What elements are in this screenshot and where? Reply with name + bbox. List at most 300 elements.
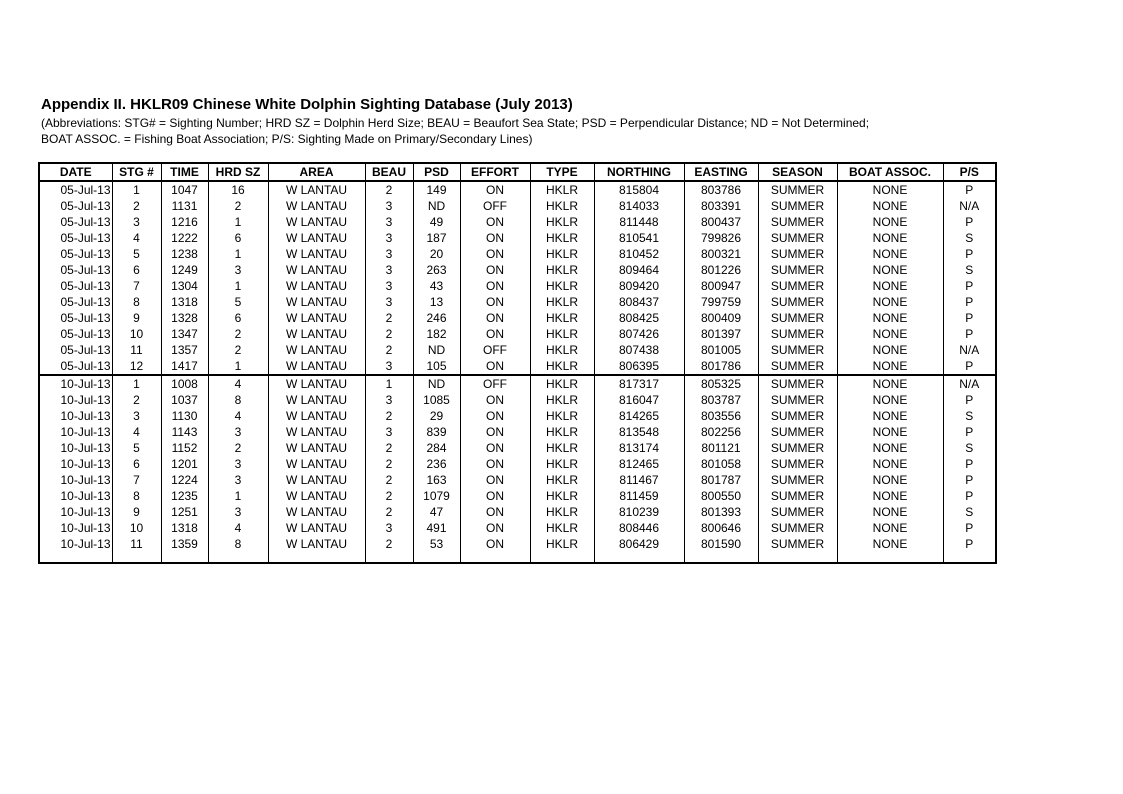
table-cell: 49 — [413, 214, 460, 230]
table-cell: 3 — [365, 278, 413, 294]
table-cell: 3 — [112, 408, 161, 424]
column-header: EFFORT — [460, 163, 530, 181]
table-cell: 1201 — [161, 456, 208, 472]
table-cell: HKLR — [530, 278, 594, 294]
table-cell: W LANTAU — [268, 246, 365, 262]
table-cell: SUMMER — [758, 214, 837, 230]
table-cell: 803786 — [684, 181, 758, 198]
table-cell: N/A — [943, 342, 996, 358]
table-cell: P — [943, 456, 996, 472]
table-row — [39, 198, 996, 214]
table-cell: 813174 — [594, 440, 684, 456]
table-cell: W LANTAU — [268, 456, 365, 472]
table-cell: 1131 — [161, 198, 208, 214]
table-cell: HKLR — [530, 262, 594, 278]
table-cell: 1222 — [161, 230, 208, 246]
table-cell: NONE — [837, 214, 943, 230]
table-cell: 801058 — [684, 456, 758, 472]
column-header: STG # — [112, 163, 161, 181]
table-cell: P — [943, 310, 996, 326]
table-cell: 1085 — [413, 392, 460, 408]
table-cell: W LANTAU — [268, 392, 365, 408]
table-cell: 4 — [208, 375, 268, 392]
table-cell: NONE — [837, 181, 943, 198]
table-cell: 6 — [112, 262, 161, 278]
table-cell: 10-Jul-13 — [39, 392, 112, 408]
table-cell: NONE — [837, 294, 943, 310]
table-cell: HKLR — [530, 408, 594, 424]
column-header: NORTHING — [594, 163, 684, 181]
table-cell: 801121 — [684, 440, 758, 456]
table-row — [39, 181, 996, 198]
table-row — [39, 488, 996, 504]
empty-cell — [268, 552, 365, 563]
table-cell: 10-Jul-13 — [39, 424, 112, 440]
table-cell: 1304 — [161, 278, 208, 294]
table-cell: 803787 — [684, 392, 758, 408]
column-header: DATE — [39, 163, 112, 181]
table-cell: HKLR — [530, 310, 594, 326]
empty-cell — [460, 552, 530, 563]
table-cell: NONE — [837, 392, 943, 408]
table-cell: 4 — [208, 520, 268, 536]
table-cell: ON — [460, 181, 530, 198]
table-cell: NONE — [837, 326, 943, 342]
empty-cell — [112, 552, 161, 563]
table-cell: 809464 — [594, 262, 684, 278]
table-cell: 812465 — [594, 456, 684, 472]
table-cell: 3 — [365, 424, 413, 440]
table-cell: W LANTAU — [268, 520, 365, 536]
table-cell: SUMMER — [758, 488, 837, 504]
table-cell: 839 — [413, 424, 460, 440]
table-cell: ON — [460, 230, 530, 246]
table-cell: P — [943, 488, 996, 504]
table-cell: W LANTAU — [268, 504, 365, 520]
table-cell: 810239 — [594, 504, 684, 520]
table-cell: P — [943, 181, 996, 198]
table-cell: P — [943, 214, 996, 230]
table-cell: 1235 — [161, 488, 208, 504]
table-row — [39, 230, 996, 246]
table-cell: 105 — [413, 358, 460, 375]
empty-cell — [161, 552, 208, 563]
table-cell: 810452 — [594, 246, 684, 262]
table-cell: 05-Jul-13 — [39, 342, 112, 358]
table-cell: ON — [460, 456, 530, 472]
table-cell: HKLR — [530, 488, 594, 504]
table-cell: 1347 — [161, 326, 208, 342]
table-cell: S — [943, 504, 996, 520]
table-cell: HKLR — [530, 230, 594, 246]
table-cell: 1047 — [161, 181, 208, 198]
table-cell: 163 — [413, 472, 460, 488]
table-cell: ON — [460, 424, 530, 440]
table-cell: 801590 — [684, 536, 758, 552]
table-cell: 05-Jul-13 — [39, 294, 112, 310]
table-cell: W LANTAU — [268, 278, 365, 294]
table-cell: 800550 — [684, 488, 758, 504]
table-cell: 3 — [208, 262, 268, 278]
table-cell: HKLR — [530, 294, 594, 310]
table-cell: 2 — [112, 392, 161, 408]
empty-cell — [530, 552, 594, 563]
table-cell: SUMMER — [758, 230, 837, 246]
table-cell: 1224 — [161, 472, 208, 488]
table-cell: ON — [460, 408, 530, 424]
column-header: P/S — [943, 163, 996, 181]
table-cell: 1 — [112, 181, 161, 198]
table-row — [39, 392, 996, 408]
column-header: TYPE — [530, 163, 594, 181]
table-cell: 799826 — [684, 230, 758, 246]
table-cell: 3 — [208, 472, 268, 488]
table-cell: N/A — [943, 375, 996, 392]
table-cell: 05-Jul-13 — [39, 310, 112, 326]
table-cell: 3 — [365, 520, 413, 536]
table-cell: OFF — [460, 375, 530, 392]
table-row — [39, 294, 996, 310]
table-cell: 1251 — [161, 504, 208, 520]
table-cell: 10-Jul-13 — [39, 375, 112, 392]
table-cell: 29 — [413, 408, 460, 424]
table-row — [39, 375, 996, 392]
table-cell: W LANTAU — [268, 310, 365, 326]
table-cell: 05-Jul-13 — [39, 262, 112, 278]
table-cell: SUMMER — [758, 456, 837, 472]
table-cell: S — [943, 262, 996, 278]
table-cell: 2 — [365, 440, 413, 456]
empty-cell — [758, 552, 837, 563]
table-cell: NONE — [837, 424, 943, 440]
table-cell: ON — [460, 326, 530, 342]
table-cell: HKLR — [530, 246, 594, 262]
table-cell: 1216 — [161, 214, 208, 230]
table-row — [39, 358, 996, 375]
table-cell: P — [943, 536, 996, 552]
table-cell: ND — [413, 198, 460, 214]
table-cell: 11 — [112, 536, 161, 552]
column-header: TIME — [161, 163, 208, 181]
column-header: PSD — [413, 163, 460, 181]
table-cell: NONE — [837, 358, 943, 375]
table-cell: 05-Jul-13 — [39, 181, 112, 198]
empty-cell — [837, 552, 943, 563]
table-cell: 3 — [365, 246, 413, 262]
table-cell: 20 — [413, 246, 460, 262]
table-cell: 1249 — [161, 262, 208, 278]
table-cell: P — [943, 472, 996, 488]
table-cell: 813548 — [594, 424, 684, 440]
table-cell: 800321 — [684, 246, 758, 262]
table-cell: 816047 — [594, 392, 684, 408]
table-cell: 2 — [365, 181, 413, 198]
table-cell: 2 — [365, 504, 413, 520]
table-cell: P — [943, 358, 996, 375]
table-cell: 2 — [208, 440, 268, 456]
table-cell: 8 — [208, 392, 268, 408]
table-cell: 803391 — [684, 198, 758, 214]
table-cell: 284 — [413, 440, 460, 456]
table-cell: 1 — [208, 358, 268, 375]
table-cell: 9 — [112, 310, 161, 326]
table-cell: ON — [460, 246, 530, 262]
column-header: HRD SZ — [208, 163, 268, 181]
table-cell: 801005 — [684, 342, 758, 358]
table-cell: 2 — [112, 198, 161, 214]
table-cell: 801393 — [684, 504, 758, 520]
table-cell: 2 — [365, 408, 413, 424]
table-cell: ON — [460, 392, 530, 408]
table-cell: SUMMER — [758, 375, 837, 392]
table-row — [39, 424, 996, 440]
table-cell: ON — [460, 440, 530, 456]
table-cell: W LANTAU — [268, 536, 365, 552]
table-cell: 807438 — [594, 342, 684, 358]
table-cell: 10 — [112, 326, 161, 342]
table-cell: 801226 — [684, 262, 758, 278]
table-cell: HKLR — [530, 198, 594, 214]
table-cell: SUMMER — [758, 294, 837, 310]
table-cell: 801786 — [684, 358, 758, 375]
table-cell: 1357 — [161, 342, 208, 358]
table-cell: 246 — [413, 310, 460, 326]
table-cell: 3 — [365, 230, 413, 246]
table-cell: HKLR — [530, 536, 594, 552]
table-cell: 05-Jul-13 — [39, 358, 112, 375]
table-cell: ON — [460, 294, 530, 310]
table-cell: 808425 — [594, 310, 684, 326]
table-cell: 53 — [413, 536, 460, 552]
table-cell: ON — [460, 358, 530, 375]
table-cell: W LANTAU — [268, 342, 365, 358]
table-cell: SUMMER — [758, 342, 837, 358]
table-cell: 263 — [413, 262, 460, 278]
table-cell: 1238 — [161, 246, 208, 262]
table-cell: NONE — [837, 262, 943, 278]
table-cell: ON — [460, 278, 530, 294]
table-cell: NONE — [837, 456, 943, 472]
table-cell: ON — [460, 214, 530, 230]
table-cell: 43 — [413, 278, 460, 294]
table-cell: 2 — [365, 472, 413, 488]
table-cell: HKLR — [530, 472, 594, 488]
page-title: Appendix II. HKLR09 Chinese White Dolphin Sighting Database (July 2013) — [41, 96, 573, 113]
table-row — [39, 262, 996, 278]
column-header: BOAT ASSOC. — [837, 163, 943, 181]
table-cell: 1 — [208, 278, 268, 294]
table-cell: ON — [460, 488, 530, 504]
table-cell: 1008 — [161, 375, 208, 392]
table-cell: S — [943, 408, 996, 424]
table-cell: W LANTAU — [268, 198, 365, 214]
table-cell: 2 — [365, 326, 413, 342]
table-cell: NONE — [837, 230, 943, 246]
table-row — [39, 214, 996, 230]
table-cell: 1417 — [161, 358, 208, 375]
table-cell: 10-Jul-13 — [39, 440, 112, 456]
table-cell: P — [943, 246, 996, 262]
table-cell: 2 — [365, 342, 413, 358]
table-cell: P — [943, 424, 996, 440]
table-cell: 1 — [365, 375, 413, 392]
table-cell: ON — [460, 520, 530, 536]
table-cell: 10-Jul-13 — [39, 536, 112, 552]
table-cell: P — [943, 326, 996, 342]
empty-cell — [208, 552, 268, 563]
table-cell: 5 — [208, 294, 268, 310]
table-cell: 182 — [413, 326, 460, 342]
table-cell: 802256 — [684, 424, 758, 440]
table-cell: 814265 — [594, 408, 684, 424]
sighting-table — [38, 162, 997, 564]
table-cell: W LANTAU — [268, 181, 365, 198]
table-cell: 1152 — [161, 440, 208, 456]
table-header-row — [39, 163, 996, 181]
table-cell: ND — [413, 342, 460, 358]
table-cell: 3 — [365, 294, 413, 310]
table-cell: 807426 — [594, 326, 684, 342]
table-cell: 3 — [365, 358, 413, 375]
table-cell: 2 — [365, 310, 413, 326]
table-cell: 47 — [413, 504, 460, 520]
table-cell: NONE — [837, 440, 943, 456]
table-cell: NONE — [837, 198, 943, 214]
table-cell: 8 — [208, 536, 268, 552]
table-cell: 16 — [208, 181, 268, 198]
table-cell: 1318 — [161, 520, 208, 536]
table-cell: 491 — [413, 520, 460, 536]
table-cell: NONE — [837, 504, 943, 520]
table-cell: HKLR — [530, 214, 594, 230]
table-cell: 2 — [365, 536, 413, 552]
table-cell: 5 — [112, 440, 161, 456]
table-cell: 05-Jul-13 — [39, 214, 112, 230]
table-cell: HKLR — [530, 456, 594, 472]
table-row — [39, 520, 996, 536]
table-cell: 1359 — [161, 536, 208, 552]
table-cell: 800646 — [684, 520, 758, 536]
table-cell: 801787 — [684, 472, 758, 488]
table-cell: W LANTAU — [268, 358, 365, 375]
table-cell: NONE — [837, 536, 943, 552]
table-cell: 806395 — [594, 358, 684, 375]
table-cell: 10-Jul-13 — [39, 488, 112, 504]
table-cell: 800409 — [684, 310, 758, 326]
table-cell: W LANTAU — [268, 440, 365, 456]
column-header: BEAU — [365, 163, 413, 181]
table-cell: 811448 — [594, 214, 684, 230]
table-cell: NONE — [837, 246, 943, 262]
table-cell: 808437 — [594, 294, 684, 310]
empty-cell — [943, 552, 996, 563]
table-cell: NONE — [837, 310, 943, 326]
table-cell: 05-Jul-13 — [39, 278, 112, 294]
table-cell: 6 — [208, 230, 268, 246]
table-cell: 1037 — [161, 392, 208, 408]
table-cell: SUMMER — [758, 440, 837, 456]
table-cell: N/A — [943, 198, 996, 214]
table-cell: OFF — [460, 198, 530, 214]
table-cell: 8 — [112, 294, 161, 310]
table-row — [39, 342, 996, 358]
table-cell: SUMMER — [758, 504, 837, 520]
table-cell: 12 — [112, 358, 161, 375]
table-cell: HKLR — [530, 504, 594, 520]
table-cell: 3 — [365, 198, 413, 214]
table-cell: P — [943, 520, 996, 536]
table-cell: NONE — [837, 408, 943, 424]
table-cell: ON — [460, 536, 530, 552]
table-cell: 811467 — [594, 472, 684, 488]
table-cell: 1 — [208, 246, 268, 262]
table-row — [39, 278, 996, 294]
table-cell: SUMMER — [758, 278, 837, 294]
table-cell: ON — [460, 504, 530, 520]
table-body — [39, 181, 996, 563]
table-row — [39, 408, 996, 424]
table-cell: SUMMER — [758, 326, 837, 342]
table-cell: W LANTAU — [268, 375, 365, 392]
table-cell: W LANTAU — [268, 326, 365, 342]
table-cell: 13 — [413, 294, 460, 310]
table-cell: HKLR — [530, 358, 594, 375]
table-row — [39, 246, 996, 262]
table-cell: ON — [460, 262, 530, 278]
table-cell: 6 — [112, 456, 161, 472]
table-cell: 236 — [413, 456, 460, 472]
table-cell: SUMMER — [758, 310, 837, 326]
abbreviations-line-2: BOAT ASSOC. = Fishing Boat Association; P/S: Sighting Made on Primary/Secondary Lines) — [41, 132, 533, 146]
table-cell: 3 — [112, 214, 161, 230]
table-cell: 811459 — [594, 488, 684, 504]
table-cell: 3 — [365, 214, 413, 230]
table-cell: 1079 — [413, 488, 460, 504]
table-cell: SUMMER — [758, 198, 837, 214]
table-cell: W LANTAU — [268, 294, 365, 310]
table-cell: SUMMER — [758, 246, 837, 262]
table-cell: 803556 — [684, 408, 758, 424]
table-cell: 3 — [208, 504, 268, 520]
table-cell: 05-Jul-13 — [39, 246, 112, 262]
table-cell: 1130 — [161, 408, 208, 424]
table-cell: 2 — [365, 488, 413, 504]
empty-cell — [594, 552, 684, 563]
table-cell: W LANTAU — [268, 408, 365, 424]
table-cell: HKLR — [530, 424, 594, 440]
table-cell: 3 — [365, 262, 413, 278]
table-cell: 10 — [112, 520, 161, 536]
table-cell: 2 — [208, 326, 268, 342]
table-cell: 6 — [208, 310, 268, 326]
table-cell: W LANTAU — [268, 472, 365, 488]
empty-cell — [39, 552, 112, 563]
table-cell: 05-Jul-13 — [39, 198, 112, 214]
table-cell: 05-Jul-13 — [39, 326, 112, 342]
table-cell: 809420 — [594, 278, 684, 294]
table-cell: SUMMER — [758, 408, 837, 424]
table-cell: 187 — [413, 230, 460, 246]
table-cell: HKLR — [530, 181, 594, 198]
table-cell: NONE — [837, 375, 943, 392]
table-row — [39, 456, 996, 472]
table-cell: HKLR — [530, 326, 594, 342]
table-cell: 7 — [112, 278, 161, 294]
table-row — [39, 440, 996, 456]
table-cell: SUMMER — [758, 520, 837, 536]
table-cell: HKLR — [530, 375, 594, 392]
table-cell: P — [943, 278, 996, 294]
